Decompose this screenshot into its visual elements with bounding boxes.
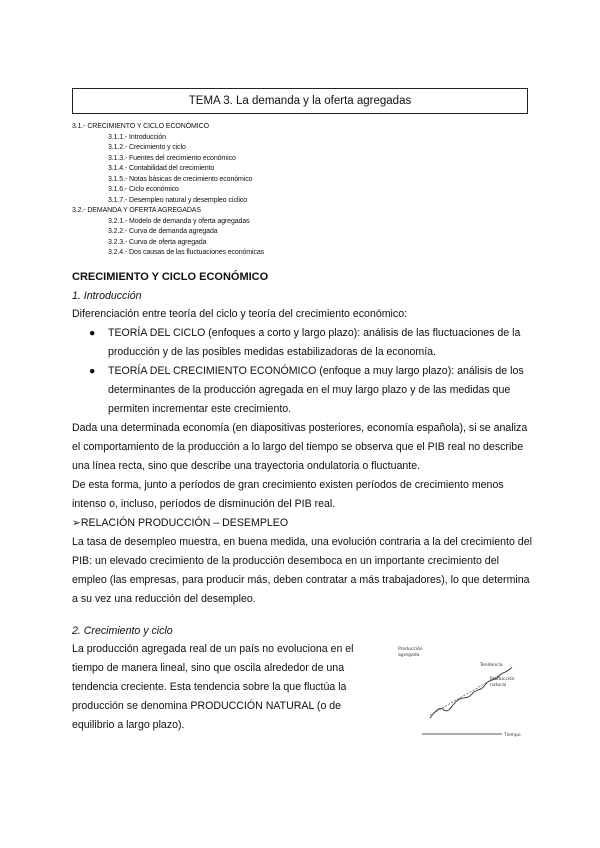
paragraph: La producción agregada real de un país no evoluciona en el tiempo de manera lineal, sino que oscila alrededor de una tendencia creciente. Esta tendencia sobre la que fluctúa la producción se denomina PRODUCCIÓN NATURAL (o de equilibrio a largo plazo). [72,643,354,731]
toc-item: 3.2.4.- Dos causas de las fluctuaciones económicas [108,249,265,256]
growth-cycle-figure [372,640,534,744]
paragraph: Dada una determinada economía (en diapositivas posteriores, economía española), si se analiza el comportamiento de la producción a lo largo del tiempo se observa que el PIB real no describe una línea recta, sino que describe una trayectoria ondulatoria o fluctuante. [72,422,528,472]
toc-item: 3.1.3.- Fuentes del crecimiento económico [108,154,236,162]
figure-curve-label-2: natural [490,683,507,688]
toc-item: 3.1.7.- Desempleo natural y desempleo cíclico [108,196,248,204]
paragraph: De esta forma, junto a períodos de gran crecimiento existen períodos de crecimiento menos intenso o, incluso, períodos de disminución del PIB real. [72,479,504,510]
figure-y-label-2: agregada [398,653,420,658]
toc-item: 3.2.2.- Curva de demanda agregada [108,228,218,235]
bullet-icon: ● [89,365,96,377]
figure-x-label: Tiempo [504,733,521,738]
figure-y-label-1: Producción [398,647,423,652]
table-of-contents [72,122,532,259]
section-heading: CRECIMIENTO Y CICLO ECONÓMICO [72,271,269,283]
toc-item: 3.1.5.- Notas básicas de crecimiento económico [108,175,253,183]
toc-item: 3.1.6.- Ciclo económico [108,186,179,193]
figure-curve-label-1: Producción [490,677,515,682]
text-with-figure [72,640,534,744]
figure-trend-label: Tendencia [480,663,503,668]
toc-item: 3.1.4.- Contabilidad del crecimiento [108,165,215,172]
bullet-item [72,362,534,419]
document-body [72,267,534,744]
toc-item: 3.1.1.- Introducción [108,133,166,141]
bullet-text: TEORÍA DEL CICLO (enfoques a corto y largo plazo): análisis de las fluctuaciones de la producción y de las posibles medidas estabilizadoras de la economía. [108,327,521,358]
output-curve [430,667,512,718]
relation-heading: ➢RELACIÓN PRODUCCIÓN – DESEMPLEO [72,517,289,529]
document-title: TEMA 3. La demanda y la oferta agregadas [188,95,412,107]
spacer [72,609,534,622]
growth-cycle-diagram [372,640,534,744]
paragraph: La tasa de desempleo muestra, en buena medida, una evolución contraria a la del crecimiento del PIB: un elevado crecimiento de la producción desemboca en un importante crecimiento del empleo (las empresas, para producir más, deben contratar a más trabajadores), lo que determina a su vez una reducción del desempleo. [72,536,532,605]
bullet-text: TEORÍA DEL CRECIMIENTO ECONÓMICO (enfoque a muy largo plazo): análisis de los determinantes de la producción agregada en el muy largo plazo y de las medidas que permiten incrementar este crecimiento. [108,365,524,415]
bullet-icon: ● [89,327,96,339]
bullet-item [72,324,534,362]
document-title-box [72,88,528,114]
paragraph: Diferenciación entre teoría del ciclo y teoría del crecimiento económico: [72,308,408,320]
bullet-list [72,324,534,419]
toc-item: 3.1.2.- Crecimiento y ciclo [108,144,186,151]
toc-item: 3.1.- CRECIMIENTO Y CICLO ECONÓMICO [72,123,209,130]
toc-item: 3.2.1.- Modelo de demanda y oferta agregadas [108,217,250,225]
subsection-heading: 1. Introducción [72,290,142,302]
subsection-heading: 2. Crecimiento y ciclo [72,625,173,637]
toc-item: 3.2.3.- Curva de oferta agregada [108,238,207,246]
toc-item: 3.2.- DEMANDA Y OFERTA AGREGADAS [72,207,201,214]
